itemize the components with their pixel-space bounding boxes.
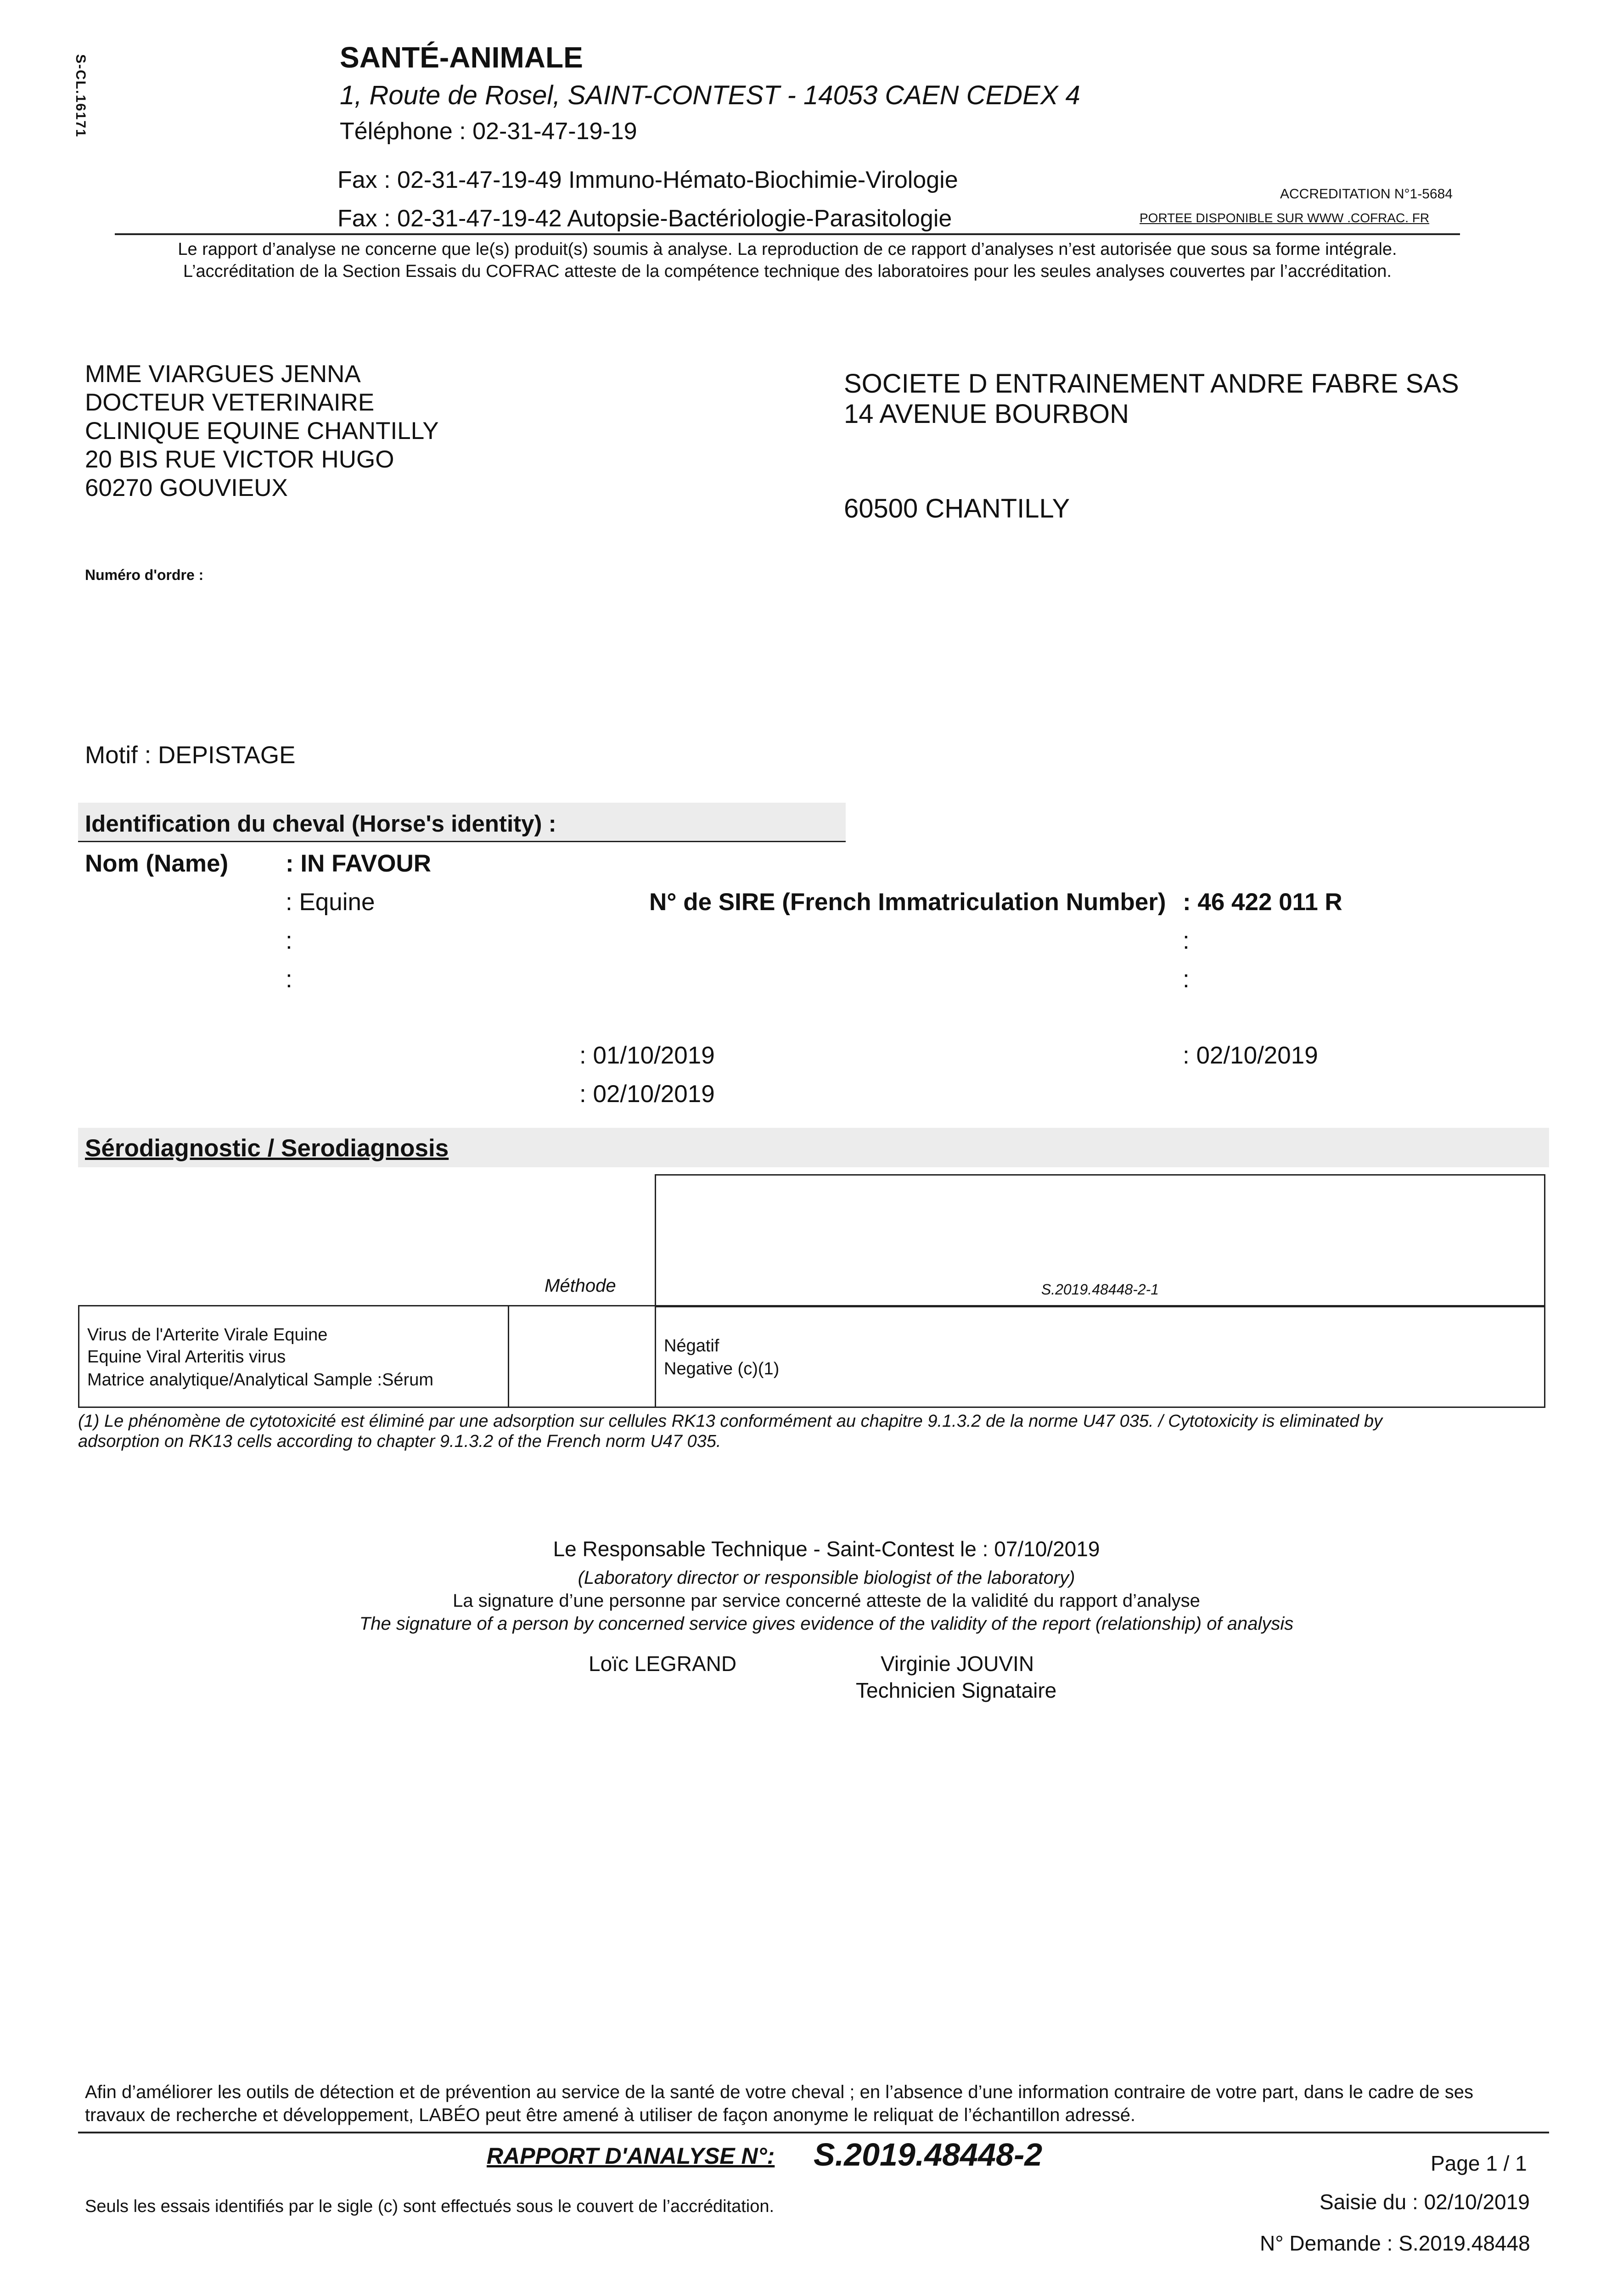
identification-underline xyxy=(78,841,846,842)
report-notice-line1: Le rapport d’analyse ne concerne que le(s) produit(s) soumis à analyse. La reproduction de ce rapport d’analyses n’est autorisée que sous sa forme intégrale. xyxy=(178,240,1397,259)
signer-jouvin: Virginie JOUVIN xyxy=(881,1652,1034,1676)
sender-line-2: DOCTEUR VETERINAIRE xyxy=(85,389,375,416)
sender-line-4: 20 BIS RUE VICTOR HUGO xyxy=(85,446,394,473)
rapport-number: S.2019.48448-2 xyxy=(814,2137,1043,2172)
horse-name-label: Nom (Name) xyxy=(85,850,229,877)
horse-species-value: : Equine xyxy=(286,889,375,916)
report-notice-line2: L’accréditation de la Section Essais du COFRAC atteste de la compétence technique des laboratoires pour les seules analyses couvertes par l’accréditation. xyxy=(183,262,1392,281)
recipient-city: 60500 CHANTILLY xyxy=(844,494,1070,523)
sender-line-3: CLINIQUE EQUINE CHANTILLY xyxy=(85,417,439,445)
signer-title: Technicien Signataire xyxy=(856,1678,1057,1702)
empty-field-colon: : xyxy=(286,966,292,993)
empty-field-colon: : xyxy=(286,927,292,954)
recipient-company: SOCIETE D ENTRAINEMENT ANDRE FABRE SAS xyxy=(844,369,1459,399)
result-en: Negative (c)(1) xyxy=(664,1359,780,1379)
empty-field-colon: : xyxy=(1183,927,1190,954)
numero-ordre-label: Numéro d'ordre : xyxy=(85,567,204,583)
identification-title: Identification du cheval (Horse's identity) : xyxy=(85,810,556,837)
sender-line-5: 60270 GOUVIEUX xyxy=(85,474,288,501)
analysis-col-divider xyxy=(508,1305,509,1408)
saisie-date: Saisie du : 02/10/2019 xyxy=(1320,2190,1530,2214)
serodiagnostic-title: Sérodiagnostic / Serodiagnosis xyxy=(85,1135,449,1162)
cofrac-portee-link[interactable]: PORTEE DISPONIBLE SUR WWW .COFRAC. FR xyxy=(1140,211,1430,225)
footer-notice-line2: travaux de recherche et développement, LABÉO peut être amené à utiliser de façon anonyme le reliquat de l’échantillon adressé. xyxy=(85,2105,1136,2125)
analysis-matrix: Matrice analytique/Analytical Sample :Sérum xyxy=(87,1370,434,1390)
signature-statement-fr: La signature d’une personne par service concerné atteste de la validité du rapport d’analyse xyxy=(453,1591,1200,1611)
sire-label: N° de SIRE (French Immatriculation Number) xyxy=(649,889,1166,916)
footnote-line1: (1) Le phénomène de cytotoxicité est éliminé par une adsorption sur cellules RK13 conformément au chapitre 9.1.3.2 de la norme U47 035. / Cytotoxicity is eliminated by xyxy=(78,1412,1382,1431)
page-number: Page 1 / 1 xyxy=(1431,2151,1527,2175)
analysis-row xyxy=(78,1305,1545,1408)
analysis-name-fr: Virus de l'Arterite Virale Equine xyxy=(87,1325,328,1345)
result-fr: Négatif xyxy=(664,1336,719,1356)
accreditation-number: ACCREDITATION N°1-5684 xyxy=(1280,186,1453,202)
accreditation-scope-note: Seuls les essais identifiés par le sigle (c) sont effectués sous le couvert de l’accréditation. xyxy=(85,2197,775,2216)
recipient-street: 14 AVENUE BOURBON xyxy=(844,399,1129,429)
sire-value: : 46 422 011 R xyxy=(1183,889,1342,916)
lab-address: 1, Route de Rosel, SAINT-CONTEST - 14053 CAEN CEDEX 4 xyxy=(340,80,1080,110)
lab-phone: Téléphone : 02-31-47-19-19 xyxy=(340,118,637,145)
fax-virologie: Fax : 02-31-47-19-49 Immuno-Hémato-Biochimie-Virologie xyxy=(337,167,958,193)
sample-id: S.2019.48448-2-1 xyxy=(1041,1281,1159,1298)
rapport-label: RAPPORT D'ANALYSE N°: xyxy=(487,2143,775,2169)
date-value: : 01/10/2019 xyxy=(579,1042,715,1069)
methode-label: Méthode xyxy=(545,1276,616,1296)
signer-legrand: Loïc LEGRAND xyxy=(589,1652,737,1676)
director-note-en: (Laboratory director or responsible biologist of the laboratory) xyxy=(578,1568,1075,1588)
analysis-name-en: Equine Viral Arteritis virus xyxy=(87,1347,286,1367)
footer-divider xyxy=(78,2132,1549,2133)
fax-parasitologie: Fax : 02-31-47-19-42 Autopsie-Bactériologie-Parasitologie xyxy=(337,205,952,232)
demande-number: N° Demande : S.2019.48448 xyxy=(1260,2231,1530,2255)
date-value: : 02/10/2019 xyxy=(579,1080,715,1108)
empty-field-colon: : xyxy=(1183,966,1190,993)
header-divider xyxy=(115,233,1460,235)
lab-name: SANTÉ-ANIMALE xyxy=(340,41,583,74)
horse-name-value: : IN FAVOUR xyxy=(286,850,432,877)
footnote-line2: adsorption on RK13 cells according to chapter 9.1.3.2 of the French norm U47 035. xyxy=(78,1432,721,1451)
date-value: : 02/10/2019 xyxy=(1183,1042,1318,1069)
signature-statement-en: The signature of a person by concerned service gives evidence of the validity of the report (relationship) of analysis xyxy=(359,1614,1294,1634)
responsable-technique: Le Responsable Technique - Saint-Contest le : 07/10/2019 xyxy=(553,1537,1100,1561)
side-code: S-CL.16171 xyxy=(73,54,88,138)
analysis-col-divider xyxy=(655,1305,656,1408)
sender-line-1: MME VIARGUES JENNA xyxy=(85,360,361,388)
footer-notice-line1: Afin d’améliorer les outils de détection et de prévention au service de la santé de votre cheval ; en l’absence d’une information contraire de votre part, dans le cadre de ses xyxy=(85,2082,1473,2102)
motif: Motif : DEPISTAGE xyxy=(85,742,296,769)
